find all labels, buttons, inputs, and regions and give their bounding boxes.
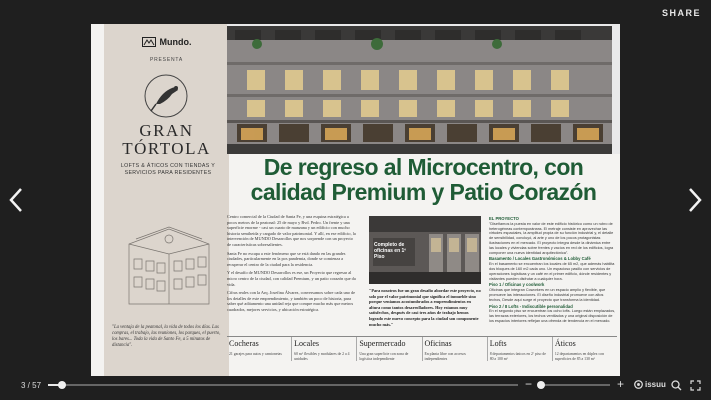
zoom-in-button[interactable]: + [617,377,625,391]
zoom-out-button[interactable]: − [525,377,533,391]
building-sketch-icon [124,209,214,309]
magazine-page [91,24,620,376]
feature-item [423,337,488,361]
section-heading: Piso 2 / 8 Lofts - Indiscutible personalidad [489,303,573,309]
section-heading: EL PROYECTO [489,216,519,221]
feature-title: Áticos [554,339,576,348]
project-tagline: LOFTS & ÁTICOS CON TIENDAS Y SERVICIOS PARA RESIDENTES [120,163,216,176]
section-text: Oficinas que integran Coworkers en un espacio amplio y flexible, que promueve las interacciones. El diseño industrial promueve con altos techos, Desde aquí surge el proyecto que transforma la identidad. [489,288,606,302]
section-text: En el segundo piso se encuentran los ocho lofts. Luego están emplazados, las terrazas exteriores, los techos ventilados y una original disposición de los espacios interiores reflejan una ofrenda de tendencia en el mercado. [489,309,616,323]
pull-quote [369,288,483,327]
features-strip [227,336,617,361]
article-column-1 [227,214,357,316]
article-paragraph: Y el desafío de MUNDO Desarrollos es ese, un Proyecto que regresar al micro centro de la ciudad, con calidad Premium, y un patio corazón que da vida. [227,270,356,287]
mundo-logo-icon [142,37,156,47]
project-title-line1: GRAN [139,121,194,140]
presenta-label: PRESENTA [150,57,183,63]
article-paragraph: Cifras reales con la Arq. Josefina Álvarez, conversamos sobre cada uno de los detalles de este emprendimiento, y también un poco de historia, para saber qué aditamento una unidad reja que compre mucho más que metros cuadrados, mejores servicios, y ubicación estratégica. [227,290,356,312]
feature-title: Cocheras [229,339,259,348]
issuu-logo[interactable] [634,380,666,389]
zoom-slider[interactable] [538,384,610,386]
brand-name: Mundo. [159,37,192,47]
page-counter: 3 / 57 [21,381,42,390]
section-heading: Basamento / Locales Gastronómicos & Lobby Café [489,256,591,262]
feature-desc: 12 departamentos en dúplex con superficies de 85 a 130 m² [554,352,604,361]
project-title-line2: TÓRTOLA [122,139,211,158]
feature-title: Lofts [489,339,507,348]
article-paragraph: Santa Fe no escapa a este fenómeno que se está dando en las grandes ciudades, particularmente en la pos pandemia, donde se comienza a recuperar el centro de la ciudad para la residencia. [227,250,346,267]
share-button[interactable]: SHARE [661,8,701,18]
section-text: En el basamento se encuentran los locales de 65 m2, que además habilita dos bloques de 160 m2 cada uno. Un espacioso pasillo con servicios de operaciones logísticas y un café en el primer edificio, dónde residentes y visitantes pueden disfrutar a cualquier hora. [489,262,615,281]
page-progress-slider[interactable] [48,384,518,386]
issuu-logo-text: issuu [645,380,666,389]
sidebar-quote: "La ventaja de la peatonal, la vida de todos los días. Las compras, el trabajo, las reuniones, los parques, el puerto, los bares... Toda la vida de Santo Fe, a 5 minutos de distancia". [112,325,221,348]
sidebar-ad [104,24,229,376]
building-render-image [227,24,620,154]
zoom-knob[interactable] [537,381,545,389]
pull-quote-text: "Para nosotros fue un gran desafío abordar este proyecto, no solo por el valor patrimonial que significa el inmueble sino porque veníamos acostumbrados a emprendimientos en altura como tantos desarrolladores. Hoy estamos muy satisfechos, después de casi tres años de trabajo hemos logrado este nuevo concepto para la ciudad son componente mucho más." [369,288,481,327]
feature-item [357,337,422,361]
issuu-logo-icon [634,380,643,389]
feature-title: Locales [294,339,320,348]
article-headline: De regreso al Microcentro, con calidad Premium y Patio Corazón [250,154,597,205]
section-heading: Piso 1 / Oficinas y coolwork [489,282,545,288]
feature-item [227,337,292,361]
bird-emblem-icon [142,72,190,120]
feature-title: Oficinas [424,339,452,348]
feature-desc: En planta libre con accesos independientes [424,352,466,361]
feature-desc: 60 m² flexibles y modulares de 2 a 4 unidades [294,352,350,361]
article-column-3 [489,215,616,324]
progress-knob[interactable] [58,381,66,389]
feature-item [292,337,357,361]
next-page-icon[interactable] [687,187,703,213]
article-paragraph: Centro comercial de la Ciudad de Santa Fe, y una esquina estratégica a pocos metros de la peatonal: 25 de mayo y Bvd. Pedro. Un frente y una superficie enorme - casi un cuarto de manzana y un edificio con mucho historia semiheida y cargado de valor patrimonial. Y allí, en ese edificio, la intervención de MUNDO Desarrollos que nos sorprende con un proyecto de características sobresalientes. [227,214,356,247]
feature-desc: 21 garajes para autos y camionetas [229,352,282,356]
previous-page-icon[interactable] [8,187,24,213]
feature-title: Supermercado [359,339,406,348]
feature-desc: 8 departamentos únicos en 2º piso de 80 a 100 m² [489,352,546,361]
feature-item [488,337,553,361]
feature-desc: Una gran superficie con zona de logística independiente [359,352,409,361]
photo-caption: Completo de oficinas en 1º Piso [374,242,407,260]
brand [104,37,229,47]
feature-item [553,337,617,361]
section-text: "Diseñamos la puesta en valor de este edificio histórico como un rubro de heterogéneas contemporáneas. El metraje consiste en aprovechar las virtudes espaciales, la amplitud propia de su función industrial y, el detalle de sensibilidad, concluyó, al arte y uno de los pocos protagonistas ilustraciones en el mercado. El proyecto integra desde la dinámica entre las locales y viviendas sobre frentes y vacíos en red de los edificios, logra componer una nueva identidad arquitectónica". [489,221,614,255]
search-icon[interactable] [671,380,682,391]
fullscreen-icon[interactable] [690,380,701,391]
